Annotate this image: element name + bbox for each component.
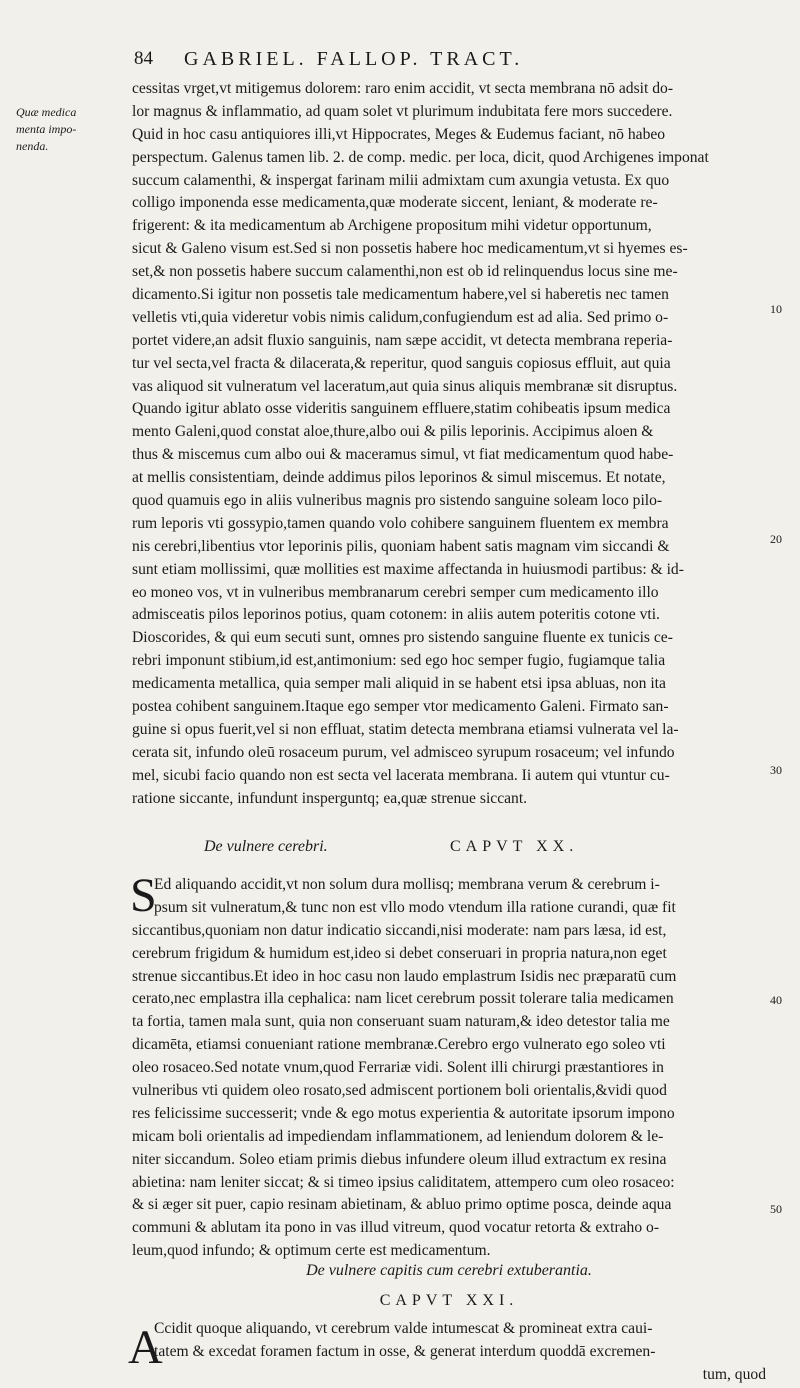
text-line: siccantibus,quoniam non datur indicatio siccandi,nisi moderate: nam pars læsa, id est,	[132, 921, 667, 939]
text-line: micam boli orientalis ad impediendam inflammationem, ad leniendum dolorem & le-	[132, 1127, 664, 1145]
text-line: niter siccandum. Soleo etiam primis diebus infundere oleum illud extractum ex resina	[132, 1150, 667, 1168]
text-line: sicut & Galeno visum est.Sed si non possetis habere hoc medicamentum,vt si hyemes es-	[132, 240, 688, 258]
text-line: thus & miscemus cum albo oui & maceramus simul, vt fiat medicamentum quod habe-	[132, 446, 674, 464]
text-line: succum calamenthi, & inspergat farinam milii admixtam cum axungia vetusta. Ex quo	[132, 171, 670, 189]
text-line: mel, sicubi facio quando non est secta vel lacerata membrana. Ii autem qui vtuntur cu-	[132, 766, 670, 784]
line-number: 50	[770, 1202, 782, 1216]
chapter-title: De vulnere capitis cum cerebri extuberantia.	[306, 1262, 592, 1279]
text-line: leum,quod infundo; & optimum certe est medicamentum.	[132, 1242, 491, 1260]
text-line: res felicissime successerit; vnde & ego motus experientia & autoritate ipsorum impono	[132, 1104, 675, 1122]
text-line: nis cerebri,libentius vtor leporinis pilis, quoniam habent satis magnam vim siccandi &	[132, 537, 670, 555]
page-header	[130, 48, 690, 72]
text-line: guine si opus fuerit,vel si non effluat, statim detecta membrana etiamsi vulnerata vel la-	[132, 720, 679, 738]
text-line: Ccidit quoque aliquando, vt cerebrum valde intumescat & promineat extra caui-	[154, 1320, 653, 1337]
text-line: frigerent: & ita medicamentum ab Archigene propositum mihi videtur opportunum,	[132, 217, 652, 235]
text-line: medicamenta metallica, quia semper mali aliquid in se habent etsi ipsa abluas, non ita	[132, 675, 666, 693]
text-line: cerata sit, infundo oleū rosaceum purum, vel admisceo syrupum rosaceum; vel infundo	[132, 743, 675, 761]
text-line: portet videre,an adsit fluxio sanguinis, nam sæpe accidit, vt detecta membrana reperia-	[132, 331, 673, 349]
text-line: admisceatis pilos leporinos potius, quam cotonem: in aliis autem poteritis cotone vti.	[132, 606, 660, 624]
text-line: cessitas vrget,vt mitigemus dolorem: raro enim accidit, vt secta membrana nō adsit do-	[132, 80, 674, 97]
drop-cap: A	[128, 1321, 163, 1374]
text-line: perspectum. Galenus tamen lib. 2. de comp. medic. per loca, dicit, quod Archigenes imponat	[132, 148, 709, 166]
text-block-chapter-20	[130, 869, 766, 1263]
text-line: abietina: nam leniter siccat; & si timeo ipsius caliditatem, attempero cum oleo rosaceo:	[132, 1173, 675, 1191]
text-line: & si æger sit puer, capio resinam abietinam, & abluo primo optime posca, deinde aqua	[132, 1196, 672, 1214]
text-line: mento Galeni,quod constat aloe,thure,albo oui & pilis leporinis. Accipimus aloen &	[132, 423, 654, 441]
chapter-label: CAPVT XX.	[450, 838, 579, 855]
text-line: ratione siccante, infundunt insperguntq; ea,quæ strenue siccant.	[132, 789, 528, 807]
chapter-title: De vulnere cerebri.	[204, 838, 328, 855]
text-line: rebri imponunt stibium,id est,antimonium: sed ego hoc semper fugio, fugiamque talia	[132, 652, 666, 670]
drop-cap: S	[130, 869, 157, 922]
text-line: tatem & excedat foramen factum in osse, & generat interdum quoddā excremen-	[154, 1342, 656, 1360]
text-line: Ed aliquando accidit,vt non solum dura mollisq; membrana verum & cerebrum i-	[154, 876, 660, 893]
text-line: colligo imponenda esse medicamenta,quæ moderate siccent, leniant, & moderate re-	[132, 194, 658, 212]
text-line: rum leporis vti gossypio,tamen quando volo cohibere sanguinem fluentem ex membra	[132, 514, 669, 532]
text-line: oleo rosaceo.Sed notate vnum,quod Ferrariæ vidi. Solent illi chirurgi præstantiores in	[132, 1059, 664, 1077]
text-line: tur vel secta,vel fracta & dilacerata,& reperitur, quod sanguis copiosus effluit, aut quia	[132, 354, 671, 372]
text-line: cerato,nec emplastra illa cephalica: nam licet cerebrum possit tolerare talia medicamen	[132, 990, 674, 1008]
text-block-chapter-21	[132, 1318, 766, 1387]
text-line: psum sit vulneratum,& tunc non est vllo modo vtendum illa ratione curandi, quæ fit	[154, 898, 676, 916]
text-line: Dioscorides, & qui eum secuti sunt, omnes pro sistendo sanguine fluente ex tunicis ce-	[132, 629, 673, 647]
chapter-21-heading	[132, 1262, 766, 1310]
text-line: dicamento.Si igitur non possetis tale medicamentum habere,vel si haberetis nec tamen	[132, 286, 669, 304]
text-line: set,& non possetis habere succum calamenthi,non est ob id relinquendus locus sine me-	[132, 263, 678, 281]
chapter-label: CAPVT XXI.	[379, 1292, 519, 1309]
text-block-continuation	[132, 78, 766, 811]
page-number: 84	[134, 48, 153, 69]
text-line: ta fortia, tamen mala sunt, quia non conseruant suam naturam,& ideo detestor talia me	[132, 1013, 670, 1031]
text-line: strenue siccantibus.Et ideo in hoc casu non laudo emplastrum Isidis nec præparatū cum	[132, 967, 677, 985]
text-line: quod quamuis ego in aliis vulneribus magnis pro sistendo sanguine soleam loco pilo-	[132, 492, 663, 510]
text-line: at mellis consistentiam, deinde addimus pilos leporinos & simul miscemus. Et notate,	[132, 469, 666, 487]
text-line: postea cohibent sanguinem.Itaque ego semper vtor medicamento Galeni. Firmato san-	[132, 698, 669, 716]
text-line: sunt etiam mollissimi, quæ mollities est maxime affectanda in huiusmodi partibus: & id-	[132, 560, 684, 578]
line-number: 30	[770, 763, 782, 777]
text-line: Quid in hoc casu antiquiores illi,vt Hippocrates, Meges & Eudemus faciant, nō habeo	[132, 125, 666, 143]
text-line: velletis vti,quia videretur vobis nimis calidum,confugiendum est ad alia. Sed primo o-	[132, 308, 669, 326]
text-line: dicamēta, etiamsi conueniant ratione membranæ.Cerebro ergo vulnerato ego soleo vti	[132, 1036, 666, 1054]
running-head: GABRIEL. FALLOP. TRACT.	[184, 48, 524, 70]
margin-note: Quæ medica menta impo- nenda.	[16, 105, 77, 153]
text-line: tum, quod	[702, 1365, 766, 1383]
text-line: vas aliquod sit vulneratum vel laceratum,aut quia sinus aliquis membranæ sit disruptus.	[132, 377, 678, 395]
text-line: lor magnus & inflammatio, ad quam solet vt plurimum indubitata fere mors succedere.	[132, 102, 673, 120]
text-line: Quando igitur ablato osse videritis sanguinem effluere,statim cohibeatis ipsum medica	[132, 400, 671, 418]
text-line: vulneribus vti quidem oleo rosato,sed admiscent portionem boli orientalis,&vidi quod	[132, 1082, 667, 1100]
line-number: 40	[770, 993, 782, 1007]
text-line: communi & ablutam ita pono in vas illud vitreum, quod vocatur retorta & extraho o-	[132, 1219, 660, 1237]
line-number: 20	[770, 532, 782, 546]
line-number: 10	[770, 302, 782, 316]
text-line: eo moneo vos, vt in vulneribus membranarum cerebri semper cum medicamento illo	[132, 583, 659, 601]
text-line: cerebrum frigidum & humidum est,ideo si debet conseruari in propria natura,non eget	[132, 944, 667, 962]
